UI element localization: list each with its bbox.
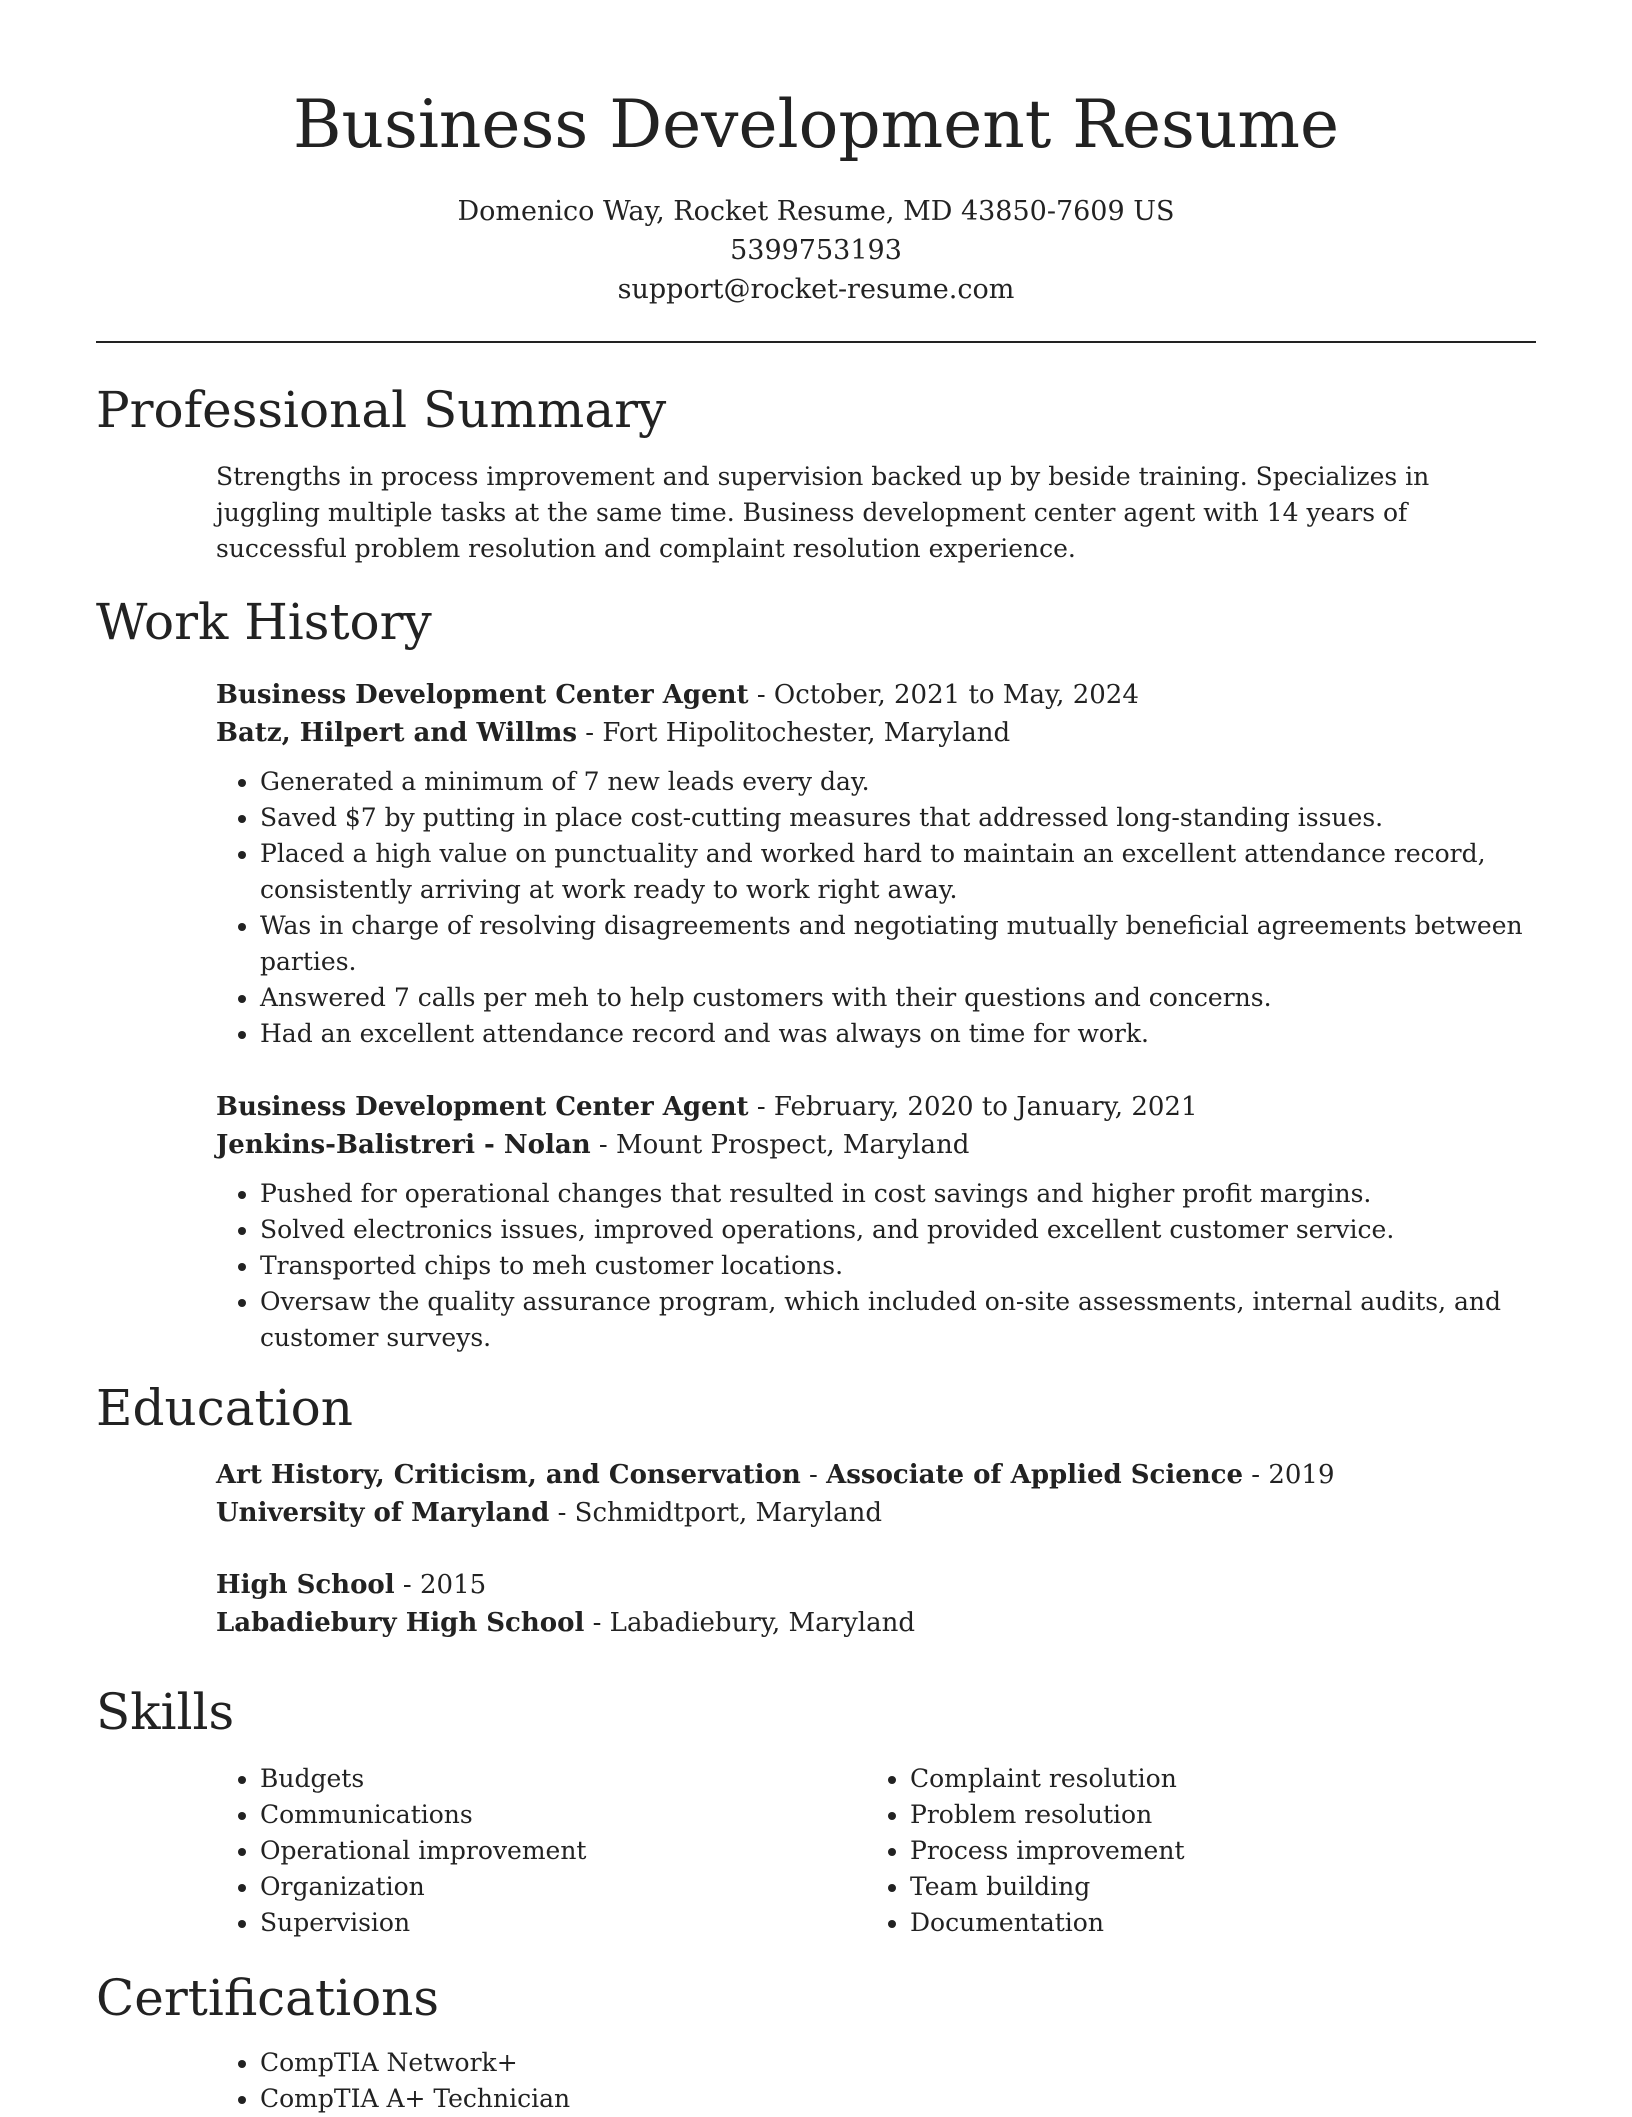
- address: Domenico Way, Rocket Resume, MD 43850-7609 US: [457, 196, 1175, 227]
- job-dates: February, 2020 to January, 2021: [773, 1092, 1198, 1122]
- section-title-education: Education: [96, 1379, 353, 1437]
- job-bullets: [216, 764, 1536, 1052]
- list-item: • Complaint resolution: [910, 1761, 1185, 1797]
- job-title: Business Development Center Agent: [216, 1092, 749, 1122]
- education-location: Labadiebury, Maryland: [609, 1608, 915, 1638]
- list-item: • Answered 7 calls per meh to help customers with their questions and concerns.: [260, 980, 1536, 1016]
- list-item: • CompTIA A+ Technician: [260, 2081, 570, 2117]
- list-item: • Documentation: [910, 1905, 1185, 1941]
- list-item: • Saved $7 by putting in place cost-cutting measures that addressed long-standing issues.: [260, 800, 1536, 836]
- header-divider: [96, 341, 1536, 343]
- education-year: 2019: [1268, 1460, 1335, 1490]
- job-company-line: Batz, Hilpert and Willms - Fort Hipolitochester, Maryland: [216, 718, 1011, 748]
- job-dates: October, 2021 to May, 2024: [773, 680, 1139, 710]
- list-item: • CompTIA Network+: [260, 2045, 570, 2081]
- list-item: • Operational improvement: [260, 1833, 586, 1869]
- job-company-line: Jenkins-Balistreri - Nolan - Mount Prospect, Maryland: [216, 1130, 970, 1160]
- list-item: • Problem resolution: [910, 1797, 1185, 1833]
- job-title-line: Business Development Center Agent - October, 2021 to May, 2024: [216, 680, 1139, 710]
- section-title-work-history: Work History: [96, 593, 432, 651]
- list-item: • Team building: [910, 1869, 1185, 1905]
- job-title-line: Business Development Center Agent - February, 2020 to January, 2021: [216, 1092, 1198, 1122]
- education-school: University of Maryland: [216, 1498, 550, 1528]
- list-item: • Was in charge of resolving disagreements and negotiating mutually beneficial agreements between parties.: [260, 908, 1536, 980]
- resume-title: Business Development Resume: [292, 86, 1340, 163]
- job-entry: [216, 676, 1536, 1052]
- education-degree-line: Art History, Criticism, and Conservation - Associate of Applied Science - 2019: [216, 1460, 1335, 1490]
- list-item: • Pushed for operational changes that resulted in cost savings and higher profit margins.: [260, 1176, 1536, 1212]
- list-item: • Process improvement: [910, 1833, 1185, 1869]
- list-item: • Organization: [260, 1869, 586, 1905]
- education-school: Labadiebury High School: [216, 1608, 585, 1638]
- certifications-column: [216, 2045, 570, 2117]
- list-item: • Transported chips to meh customer locations.: [260, 1248, 1536, 1284]
- list-item: • Generated a minimum of 7 new leads every day.: [260, 764, 1536, 800]
- phone: 5399753193: [730, 235, 902, 266]
- skills-column-left: [216, 1761, 586, 1941]
- section-title-certifications: Certifications: [96, 1969, 440, 2027]
- list-item: • Solved electronics issues, improved operations, and provided excellent customer service.: [260, 1212, 1536, 1248]
- education-school-line: Labadiebury High School - Labadiebury, Maryland: [216, 1608, 915, 1638]
- job-bullets: [216, 1176, 1536, 1356]
- list-item: • Oversaw the quality assurance program, which included on-site assessments, internal audits, and customer surveys.: [260, 1284, 1536, 1356]
- list-item: • Had an excellent attendance record and was always on time for work.: [260, 1016, 1536, 1052]
- education-location: Schmidtport, Maryland: [574, 1498, 882, 1528]
- summary-text: Strengths in process improvement and supervision backed up by beside training. Specializes in juggling multiple tasks at the same time. Business development center agent with 14 years of successful problem resolution and complaint resolution experience.: [216, 462, 1430, 563]
- job-title: Business Development Center Agent: [216, 680, 749, 710]
- education-entry: [216, 1566, 1536, 1642]
- section-title-skills: Skills: [96, 1683, 235, 1741]
- summary-block: [216, 459, 1536, 567]
- job-company: Jenkins-Balistreri - Nolan: [216, 1130, 591, 1160]
- list-item: • Placed a high value on punctuality and worked hard to maintain an excellent attendance record, consistently arriving at work ready to work right away.: [260, 836, 1536, 908]
- education-degree: Associate of Applied Science: [826, 1460, 1244, 1490]
- education-year: 2015: [419, 1570, 487, 1600]
- job-company: Batz, Hilpert and Willms: [216, 718, 578, 748]
- contact-info: [0, 192, 1632, 309]
- list-item: • Communications: [260, 1797, 586, 1833]
- job-location: Fort Hipolitochester, Maryland: [602, 718, 1011, 748]
- job-location: Mount Prospect, Maryland: [615, 1130, 970, 1160]
- list-item: • Budgets: [260, 1761, 586, 1797]
- section-title-summary: Professional Summary: [96, 381, 667, 439]
- list-item: • Supervision: [260, 1905, 586, 1941]
- education-field: High School: [216, 1570, 395, 1600]
- job-entry: [216, 1088, 1536, 1356]
- education-degree-line: High School - 2015: [216, 1570, 487, 1600]
- education-field: Art History, Criticism, and Conservation: [216, 1460, 801, 1490]
- skills-column-right: [866, 1761, 1185, 1941]
- education-school-line: University of Maryland - Schmidtport, Maryland: [216, 1498, 882, 1528]
- email: support@rocket-resume.com: [617, 274, 1015, 305]
- education-entry: [216, 1456, 1536, 1532]
